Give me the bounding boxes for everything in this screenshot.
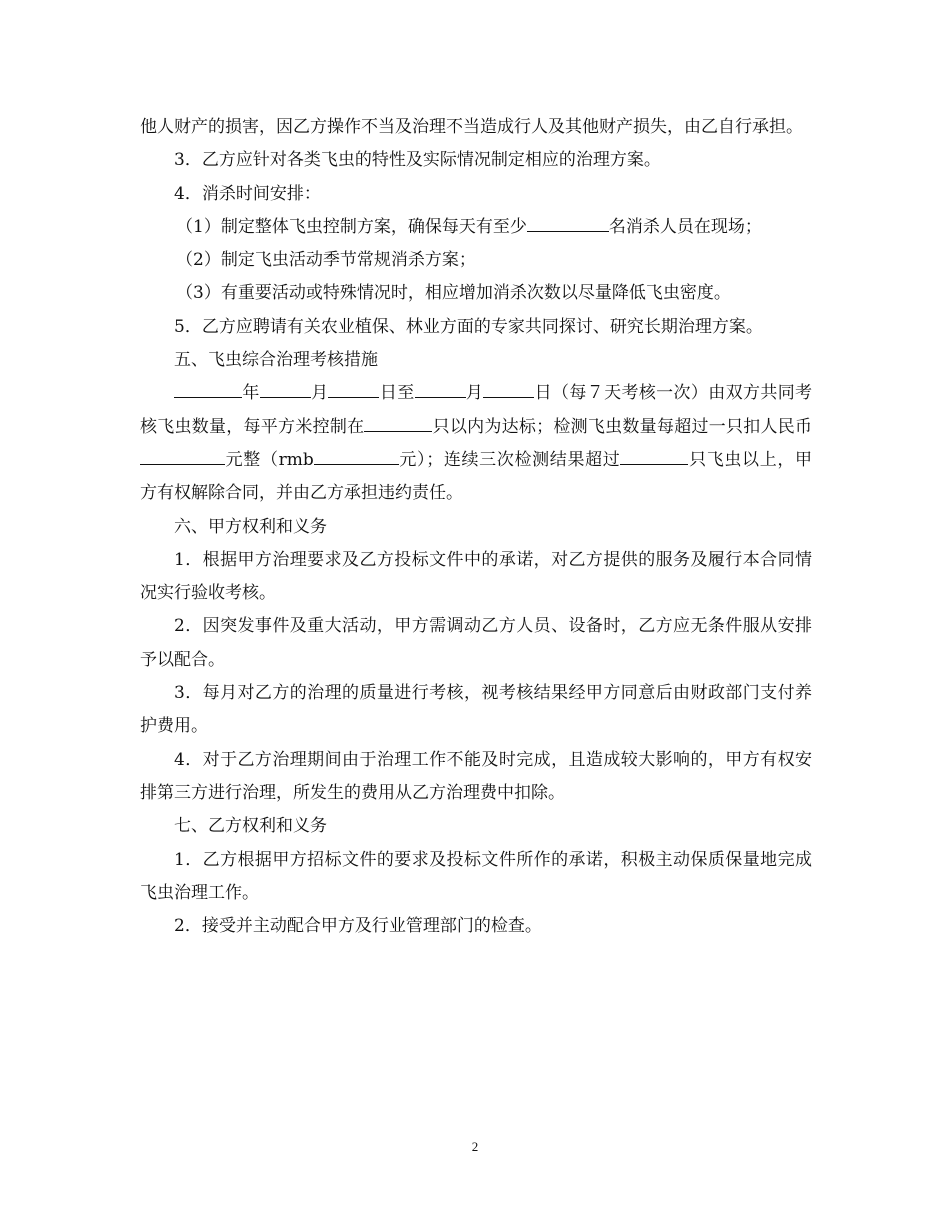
paragraph-third-party: 4．对于乙方治理期间由于治理工作不能及时完成，且造成较大影响的，甲方有权安排第三方进行治理，所发生的费用从乙方治理费中扣除。 xyxy=(140,749,812,803)
paragraph-damage: 他人财产的损害，因乙方操作不当及治理不当造成行人及其他财产损失，由乙自行承担。 xyxy=(140,117,803,137)
year-blank[interactable] xyxy=(174,383,242,398)
day-end-blank[interactable] xyxy=(483,383,534,398)
paragraph-acceptance-review: 1．根据甲方治理要求及乙方投标文件中的承诺，对乙方提供的服务及履行本合同情况实行验收考核。 xyxy=(140,549,812,604)
paragraph-treatment-plan: 3．乙方应针对各类飞虫的特性及实际情况制定相应的治理方案。 xyxy=(174,150,661,171)
penalty-yuan-text: 元整（rmb xyxy=(225,449,314,470)
penalty-amount-blank[interactable] xyxy=(140,450,225,465)
paragraph-emergency-deployment: 2．因突发事件及重大活动，甲方需调动乙方人员、设备时，乙方应无条件服从安排予以配合。 xyxy=(140,616,812,670)
section-heading-party-a: 六、甲方权利和义务 xyxy=(174,516,327,537)
termination-text: 只飞虫以上，甲方有权解除合同，并由乙方承担违约责任。 xyxy=(140,449,813,504)
paragraph-staff-requirement xyxy=(140,211,812,244)
paragraph-experts: 5．乙方应聘请有关农业植保、林业方面的专家共同探讨、研究长期治理方案。 xyxy=(174,316,763,337)
density-threshold-text: 只以内为达标；检测飞虫数量每超过一只扣人民币 xyxy=(432,416,812,437)
density-threshold-blank[interactable] xyxy=(364,417,432,432)
staff-requirement-suffix: 名消杀人员在现场； xyxy=(608,216,762,237)
document-body xyxy=(140,111,812,943)
year-label: 年 xyxy=(242,383,260,404)
paragraph-complete-work: 1．乙方根据甲方招标文件的要求及投标文件所作的承诺，积极主动保质保量地完成飞虫治理工作。 xyxy=(140,849,812,903)
day-start-blank[interactable] xyxy=(328,383,379,398)
day-start-label: 日至 xyxy=(379,383,415,404)
paragraph-special-events: （3）有重要活动或特殊情况时，相应增加消杀次数以尽量降低飞虫密度。 xyxy=(176,283,731,304)
month-start-blank[interactable] xyxy=(260,383,311,398)
staff-requirement-prefix: （1）制定整体飞虫控制方案，确保每天有至少 xyxy=(176,216,527,237)
month-end-blank[interactable] xyxy=(415,383,466,398)
section-heading-assessment: 五、飞虫综合治理考核措施 xyxy=(174,350,378,371)
paragraph-monthly-review: 3．每月对乙方的治理的质量进行考核，视考核结果经甲方同意后由财政部门支付养护费用。 xyxy=(140,683,812,737)
paragraph-schedule-heading: 4．消杀时间安排： xyxy=(174,183,321,204)
termination-count-blank[interactable] xyxy=(620,450,688,465)
paragraph-assessment-terms xyxy=(140,377,812,510)
day-end-label: 日（每７天考核一次）由双方共同考核飞虫数量，每平方米控制在 xyxy=(140,383,813,437)
penalty-rmb-blank[interactable] xyxy=(314,450,399,465)
page-number: 2 xyxy=(471,1139,479,1154)
paragraph-inspection: 2．接受并主动配合甲方及行业管理部门的检查。 xyxy=(174,916,542,937)
month-end-label: 月 xyxy=(465,383,484,404)
paragraph-seasonal-plan: （2）制定飞虫活动季节常规消杀方案； xyxy=(176,250,476,271)
staff-count-blank[interactable] xyxy=(527,217,609,232)
month-start-label: 月 xyxy=(310,383,329,404)
section-heading-party-b: 七、乙方权利和义务 xyxy=(174,816,327,837)
penalty-close-text: 元）；连续三次检测结果超过 xyxy=(398,449,621,470)
